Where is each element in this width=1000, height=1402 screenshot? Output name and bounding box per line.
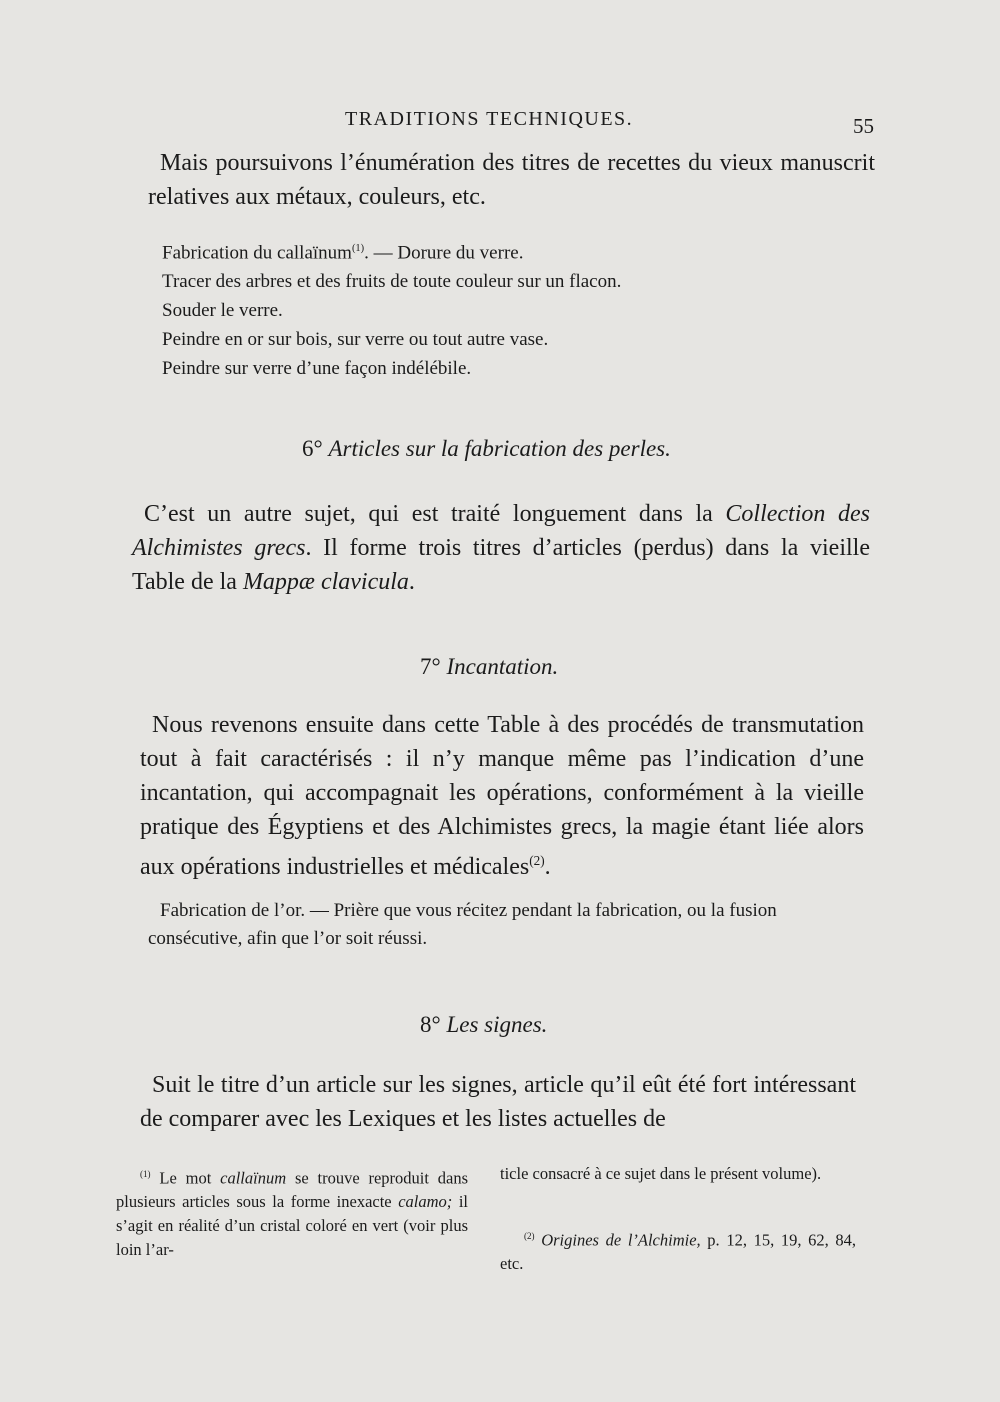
section-7-recipe: Fabrication de l’or. — Prière que vous récitez pendant la fabrication, ou la fusion consécutive, afin que l’or soit réussi. (148, 900, 777, 949)
recipe-list (162, 234, 621, 383)
page-number: 55 (853, 114, 874, 138)
section-title: Incantation. (446, 654, 559, 679)
footnote-1-continuation: ticle consacré à ce sujet dans le présent volume). (500, 1164, 822, 1183)
section-8-paragraph: Suit le titre d’un article sur les signes, article qu’il eût été fort intéressant de comparer avec les Lexiques et les listes actuelles de (140, 1072, 856, 1132)
recipe-item: Peindre en or sur bois, sur verre ou tout autre vase. (162, 329, 549, 351)
section-heading (302, 436, 671, 462)
section-number: 8° (420, 1012, 441, 1037)
section-title: Articles sur la fabrication des perles. (328, 436, 671, 461)
footnote-ref[interactable]: (2) (529, 853, 545, 868)
recipe-item: Souder le verre. (162, 300, 283, 322)
recipe-item: Peindre sur verre d’une façon indélébile. (162, 358, 472, 380)
recipe-item: Fabrication du callaïnum$^{(1)}$. — Dorure du verre. (162, 242, 524, 264)
section-7-paragraph: Nous revenons ensuite dans cette Table à des procédés de transmutation tout à fait caractérisés : il n’y manque même pas l’indication d’une incantation, qui accompagnait les opérations, conformément à la vieille pratique des Égyptiens et des Alchimistes grecs, la magie étant liée alors aux opérations industrielles et médicales$^{(2)}$. (140, 712, 864, 881)
footnote-ref[interactable]: (1) (351, 243, 365, 254)
intro-paragraph: Mais poursuivons l’énumération des titres de recettes du vieux manuscrit relatives aux métaux, couleurs, etc. (148, 150, 875, 210)
section-title: Les signes. (446, 1012, 548, 1037)
section-6-paragraph: C’est un autre sujet, qui est traité longuement dans la Collection des Alchimistes grecs. Il forme trois titres d’articles (perdus) dans la vieille Table de la Mappæ clavicula. (132, 501, 871, 595)
running-title: TRADITIONS TECHNIQUES. (345, 108, 634, 130)
section-number: 7° (420, 654, 441, 679)
recipe-item: Tracer des arbres et des fruits de toute couleur sur un flacon. (162, 271, 622, 293)
section-heading (420, 1012, 547, 1038)
section-heading (420, 654, 558, 680)
section-number: 6° (302, 436, 323, 461)
footnote-2: $^{(2)}$ Origines de l’Alchimie, p. 12, 15, 19, 62, 84, etc. (500, 1230, 857, 1274)
footnote-1: $^{(1)}$ Le mot callaïnum se trouve reproduit dans plusieurs articles sous la forme inexacte calamo; il s’agit en réalité d’un cristal coloré en vert (voir plus loin l’ar- (116, 1168, 469, 1260)
